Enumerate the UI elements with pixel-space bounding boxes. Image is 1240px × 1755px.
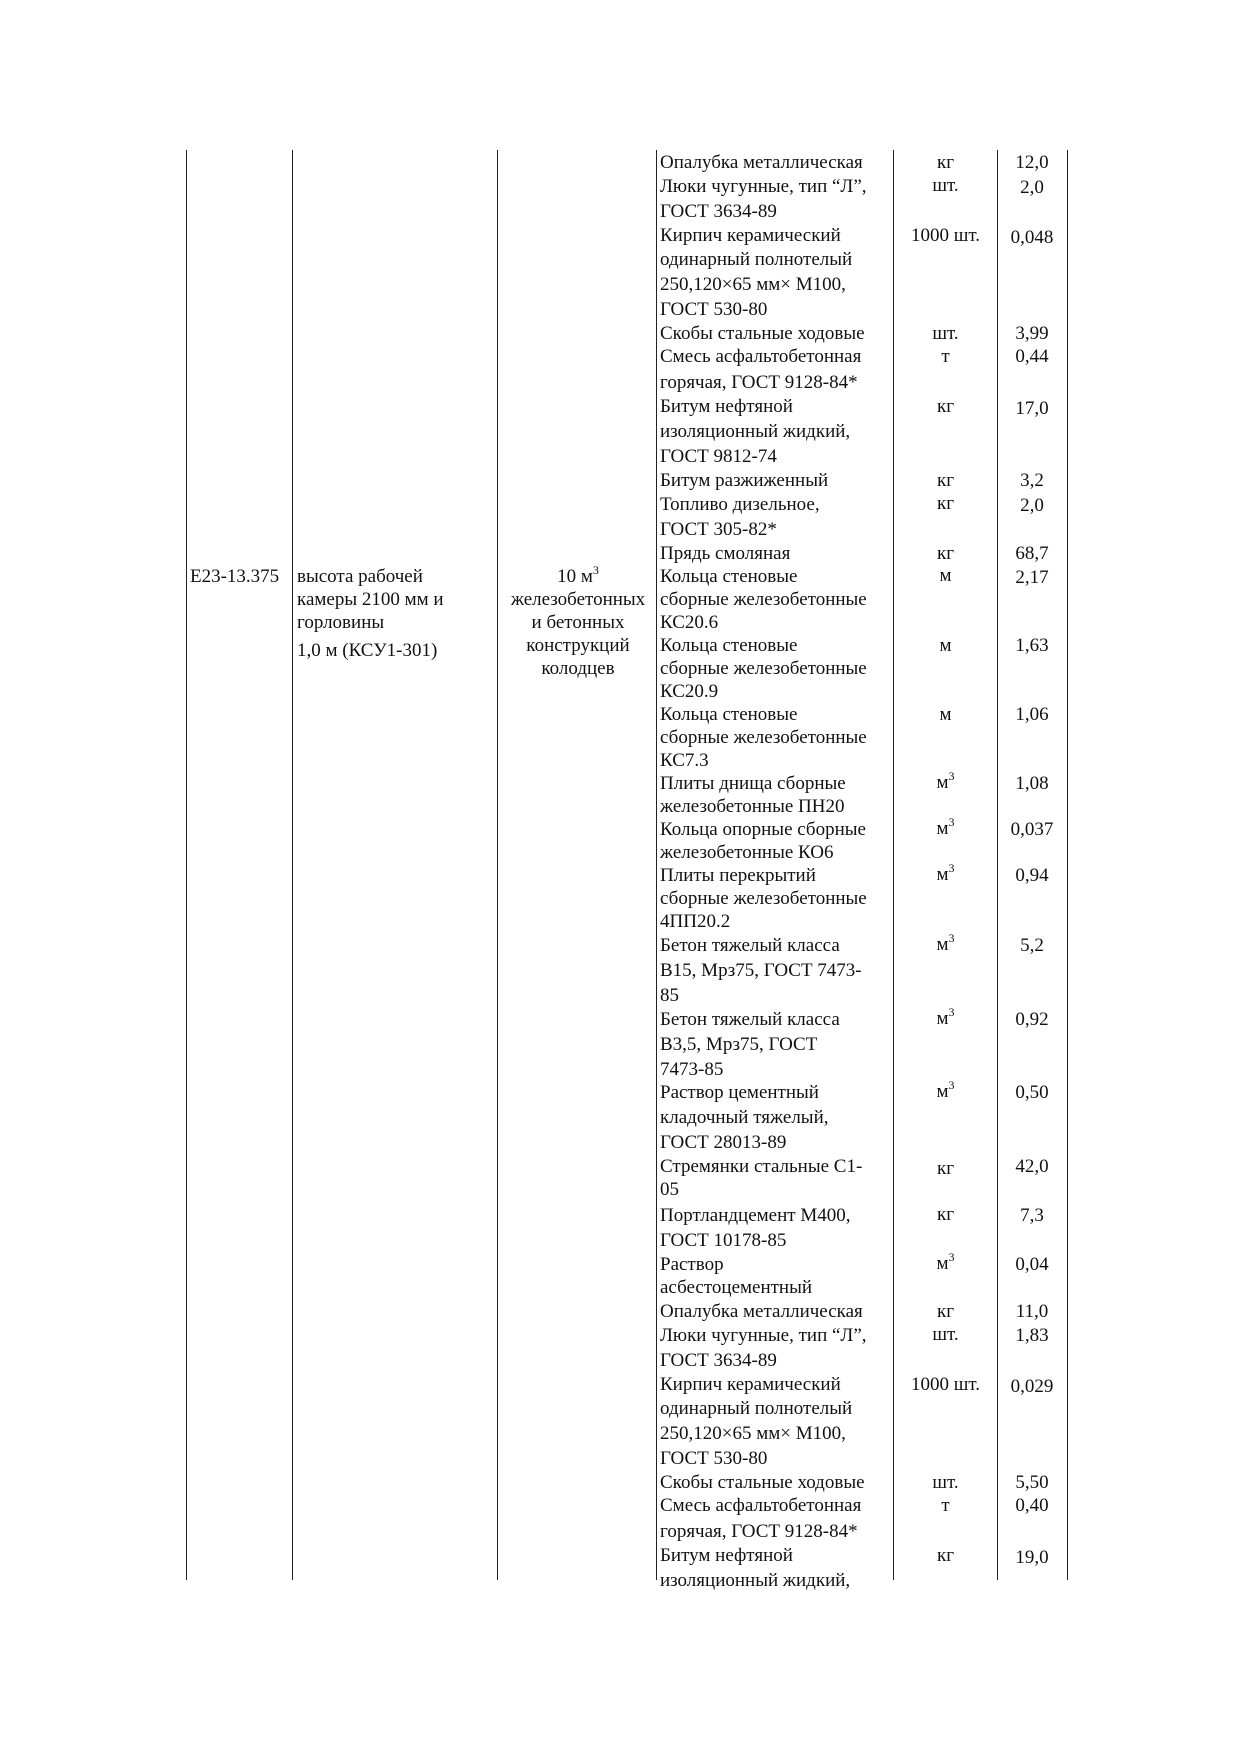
resource-name-line: Бетон тяжелый класса — [660, 935, 840, 956]
resource-name-line: Битум нефтяной — [660, 396, 793, 417]
resource-unit: 1000 шт. — [910, 225, 980, 246]
resource-name-line: Кирпич керамический — [660, 1374, 841, 1395]
column-border — [497, 150, 498, 1580]
resource-name-line: Плиты днища сборные — [660, 773, 846, 794]
resource-unit: кг — [936, 470, 955, 491]
resource-unit: шт. — [932, 175, 959, 196]
resource-unit: 1000 шт. — [910, 1374, 980, 1395]
resource-unit: $м^3$ — [936, 1004, 955, 1029]
resource-unit: м — [939, 565, 952, 586]
resource-name-line: Скобы стальные ходовые — [660, 323, 865, 344]
resource-unit: кг — [936, 493, 955, 514]
resource-name-line: Бетон тяжелый класса — [660, 1009, 840, 1030]
resource-name-line: ГОСТ 530-80 — [660, 1448, 768, 1469]
resource-name-line: Плиты перекрытий — [660, 865, 816, 886]
resource-quantity: 1,06 — [1015, 704, 1049, 725]
resource-name-line: ГОСТ 10178-85 — [660, 1230, 787, 1251]
resource-quantity: 2,0 — [1020, 177, 1044, 198]
norm-description-line: горловины — [297, 612, 385, 633]
resource-name-line: Портландцемент М400, — [660, 1205, 851, 1226]
resource-name-line: 7473-85 — [660, 1059, 724, 1080]
resource-quantity: 0,40 — [1015, 1495, 1049, 1516]
measure-unit-line: 10 $м^3$ — [557, 562, 599, 587]
column-border — [656, 150, 657, 1580]
resource-quantity: 12,0 — [1015, 152, 1049, 173]
resource-name-line: 85 — [660, 985, 679, 1006]
norm-description-line: камеры 2100 мм и — [297, 589, 444, 610]
resource-quantity: 11,0 — [1015, 1301, 1049, 1322]
column-border-left — [186, 150, 187, 1580]
resource-quantity: 5,50 — [1015, 1472, 1049, 1493]
resource-name-line: 250,120×65 мм× М100, — [660, 274, 846, 295]
resource-name-line: ГОСТ 9812-74 — [660, 446, 777, 467]
resource-quantity: 0,94 — [1015, 865, 1049, 886]
resource-name-line: Опалубка металлическая — [660, 1301, 863, 1322]
resource-quantity: 1,08 — [1015, 773, 1049, 794]
resource-name-line: Скобы стальные ходовые — [660, 1472, 865, 1493]
resource-name-line: ГОСТ 3634-89 — [660, 1350, 777, 1371]
resource-name-line: Кольца стеновые — [660, 635, 798, 656]
resource-quantity: 2,17 — [1015, 567, 1049, 588]
resource-quantity: 19,0 — [1015, 1547, 1049, 1568]
resource-quantity: 17,0 — [1015, 398, 1049, 419]
resource-name-line: ГОСТ 530-80 — [660, 299, 768, 320]
resource-name-line: Кольца опорные сборные — [660, 819, 866, 840]
resource-name-line: сборные железобетонные — [660, 888, 867, 909]
resource-unit: т — [941, 1495, 950, 1516]
column-border-right — [1067, 150, 1068, 1580]
resource-quantity: 68,7 — [1015, 543, 1049, 564]
resource-quantity: 0,44 — [1015, 346, 1049, 367]
resource-name-line: Кирпич керамический — [660, 225, 841, 246]
resource-quantity: 0,037 — [1010, 819, 1054, 840]
resource-unit: $м^3$ — [936, 1077, 955, 1102]
resource-unit: кг — [936, 1301, 955, 1322]
resource-unit: шт. — [932, 1324, 959, 1345]
resource-quantity: 7,3 — [1020, 1205, 1044, 1226]
resource-quantity: 42,0 — [1015, 1156, 1049, 1177]
resource-name-line: Кольца стеновые — [660, 566, 798, 587]
resource-quantity: 2,0 — [1020, 495, 1044, 516]
resource-unit: кг — [936, 1545, 955, 1566]
resource-name-line: железобетонные КО6 — [660, 842, 834, 863]
resource-name-line: горячая, ГОСТ 9128-84* — [660, 372, 858, 393]
resource-quantity: 0,50 — [1015, 1082, 1049, 1103]
resource-name-line: Прядь смоляная — [660, 543, 791, 564]
resource-name-line: Смесь асфальтобетонная — [660, 1495, 862, 1516]
resource-unit: кг — [936, 152, 955, 173]
resource-name-line: Стремянки стальные С1- — [660, 1156, 863, 1177]
resource-unit: м — [939, 635, 952, 656]
resource-quantity: 5,2 — [1020, 935, 1044, 956]
resource-name-line: Люки чугунные, тип “Л”, — [660, 1325, 867, 1346]
resource-unit: м — [939, 704, 952, 725]
resource-name-line: горячая, ГОСТ 9128-84* — [660, 1521, 858, 1542]
resource-quantity: 1,63 — [1015, 635, 1049, 656]
resource-quantity: 0,029 — [1010, 1376, 1054, 1397]
resource-name-line: железобетонные ПН20 — [660, 796, 845, 817]
resource-name-line: Раствор — [660, 1254, 724, 1275]
resource-name-line: ГОСТ 3634-89 — [660, 201, 777, 222]
resource-unit: кг — [936, 1158, 955, 1179]
norm-description-line: высота рабочей — [297, 566, 423, 587]
resource-name-line: КС7.3 — [660, 750, 709, 771]
resource-name-line: 250,120×65 мм× М100, — [660, 1423, 846, 1444]
resource-name-line: Раствор цементный — [660, 1082, 819, 1103]
resource-name-line: изоляционный жидкий, — [660, 421, 851, 442]
resource-name-line: Кольца стеновые — [660, 704, 798, 725]
resource-unit: $м^3$ — [936, 768, 955, 793]
resource-name-line: Опалубка металлическая — [660, 152, 863, 173]
resource-name-line: одинарный полнотелый — [660, 1398, 853, 1419]
resource-unit: т — [941, 346, 950, 367]
resource-quantity: 0,92 — [1015, 1009, 1049, 1030]
resource-quantity: 0,04 — [1015, 1254, 1049, 1275]
resource-name-line: В15, Мрз75, ГОСТ 7473- — [660, 960, 862, 981]
resource-name-line: изоляционный жидкий, — [660, 1570, 851, 1591]
resource-unit: шт. — [932, 1472, 959, 1493]
resource-quantity: 1,83 — [1015, 1325, 1049, 1346]
resource-name-line: сборные железобетонные — [660, 589, 867, 610]
resource-unit: $м^3$ — [936, 860, 955, 885]
resource-unit: $м^3$ — [936, 814, 955, 839]
resource-name-line: Топливо дизельное, — [660, 494, 820, 515]
resource-name-line: ГОСТ 28013-89 — [660, 1132, 787, 1153]
resource-name-line: Битум разжиженный — [660, 470, 829, 491]
resource-unit: кг — [936, 1204, 955, 1225]
resource-quantity: 3,99 — [1015, 323, 1049, 344]
resource-name-line: КС20.6 — [660, 612, 719, 633]
resource-unit: кг — [936, 396, 955, 417]
resource-name-line: Люки чугунные, тип “Л”, — [660, 176, 867, 197]
resource-name-line: 4ПП20.2 — [660, 911, 731, 932]
resource-name-line: ГОСТ 305-82* — [660, 519, 777, 540]
measure-unit-line: и бетонных — [531, 612, 625, 633]
measure-unit-line: железобетонных — [510, 589, 646, 610]
resource-quantity: 3,2 — [1020, 470, 1044, 491]
resource-unit: кг — [936, 543, 955, 564]
resource-unit: шт. — [932, 323, 959, 344]
resource-quantity: 0,048 — [1010, 227, 1054, 248]
norm-description-line: 1,0 м (КСУ1-301) — [297, 640, 438, 661]
resource-name-line: Смесь асфальтобетонная — [660, 346, 862, 367]
resource-name-line: КС20.9 — [660, 681, 719, 702]
resource-name-line: кладочный тяжелый, — [660, 1107, 829, 1128]
resource-name-line: асбестоцементный — [660, 1277, 813, 1298]
resource-name-line: одинарный полнотелый — [660, 249, 853, 270]
norm-code: Е23-13.375 — [190, 566, 280, 587]
resource-name-line: сборные железобетонные — [660, 727, 867, 748]
measure-unit-line: конструкций — [526, 635, 630, 656]
resource-name-line: 05 — [660, 1179, 679, 1200]
measure-unit-line: колодцев — [541, 658, 615, 679]
resource-unit: $м^3$ — [936, 1249, 955, 1274]
column-border — [292, 150, 293, 1580]
resource-name-line: сборные железобетонные — [660, 658, 867, 679]
resource-name-line: В3,5, Мрз75, ГОСТ — [660, 1034, 818, 1055]
resource-name-line: Битум нефтяной — [660, 1545, 793, 1566]
resource-unit: $м^3$ — [936, 930, 955, 955]
